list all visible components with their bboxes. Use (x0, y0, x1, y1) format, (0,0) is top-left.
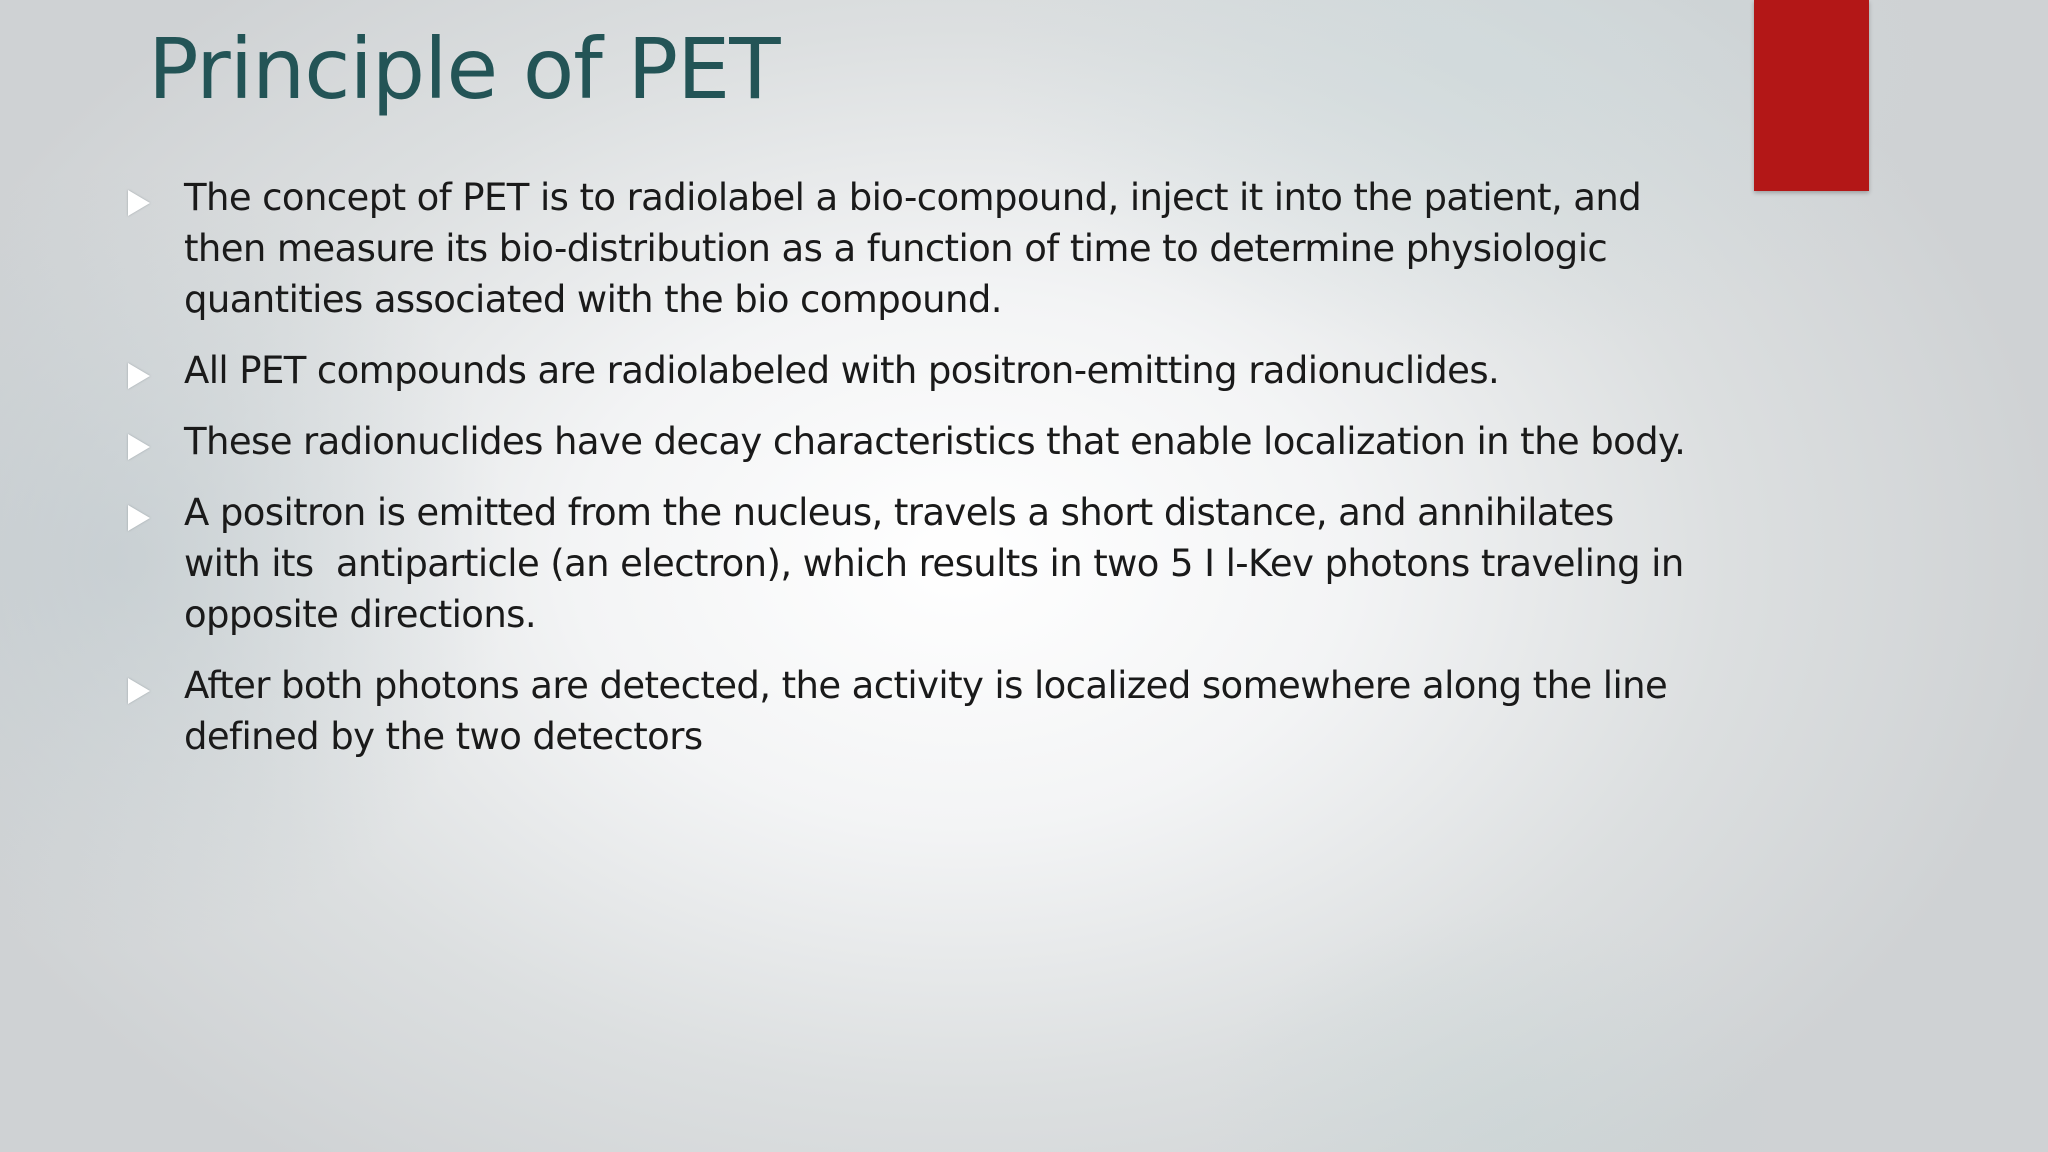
slide-title: Principle of PET (148, 20, 780, 118)
bullet-text: The concept of PET is to radiolabel a bio-compound, inject it into the patient, and then measure its bio-distribution as a function of time to determine physiologic quantities associated with the bio compound. (184, 176, 1653, 321)
triangle-right-icon (128, 678, 150, 704)
bullet-text: All PET compounds are radiolabeled with positron-emitting radionuclides. (184, 349, 1500, 392)
bullet-item (126, 660, 1686, 762)
bullet-item (126, 487, 1695, 640)
bullet-text: These radionuclides have decay characteristics that enable localization in the body. (184, 420, 1686, 463)
bullet-list (126, 172, 1695, 782)
accent-bar (1754, 0, 1869, 191)
bullet-text: After both photons are detected, the activity is localized somewhere along the line defined by the two detectors (184, 664, 1679, 758)
bullet-text: A positron is emitted from the nucleus, travels a short distance, and annihilates with its antiparticle (an electron), which results in two 5 I l-Kev photons traveling in opposite directions. (184, 491, 1695, 636)
bullet-item (126, 345, 1686, 396)
bullet-item (126, 416, 1686, 467)
triangle-right-icon (128, 190, 150, 216)
triangle-right-icon (128, 363, 150, 389)
triangle-right-icon (128, 505, 150, 531)
bullet-item (126, 172, 1686, 325)
triangle-right-icon (128, 434, 150, 460)
